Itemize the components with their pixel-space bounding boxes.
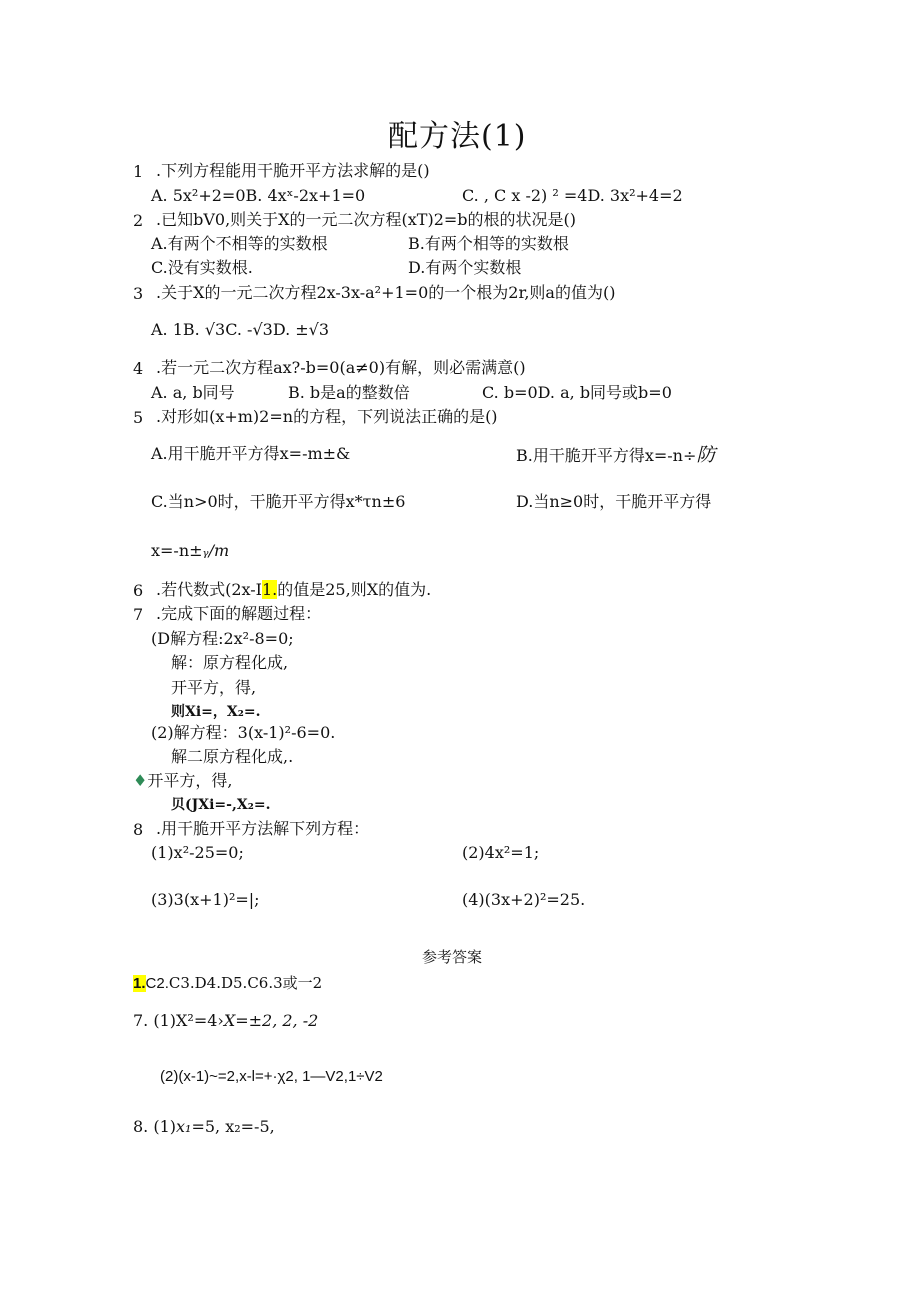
page-title: 配方法(1) — [388, 119, 527, 154]
question-number: 6 — [133, 581, 144, 600]
question-1-options-cd: C. , C x -2) ² =4D. 3x²+4=2 — [462, 186, 683, 205]
question-6-stem: .若代数式(2x-I1.的值是25,则X的值为. — [156, 580, 432, 599]
question-4-option-a: A. a, b同号 — [151, 383, 235, 402]
question-number: 1 — [133, 162, 144, 181]
question-2-option-a: A.有两个不相等的实数根 — [151, 234, 328, 253]
question-7-part-1-line: 则Xi=，X₂=. — [171, 704, 261, 720]
question-7-part-2-line: 解二原方程化成,. — [171, 747, 294, 766]
question-8-stem: .用干脆开平方法解下列方程： — [156, 819, 370, 838]
question-number: 8 — [133, 820, 144, 839]
question-7-part-2-line: 贝(JXi=-,X₂=. — [171, 797, 271, 813]
answers-line: 1.C2.C3.D4.D5.C6.3或一2 — [133, 974, 323, 992]
diamond-icon: ♦ — [133, 771, 148, 790]
question-8-equation: (3)3(x+1)²=|; — [151, 890, 260, 909]
question-5-option-b: B.用干脆开平方得x=-n÷防 — [516, 444, 716, 466]
question-3-options: A. 1B. √3C. -√3D. ±√3 — [151, 320, 330, 339]
question-7-part-1-line: 开平方，得, — [171, 678, 257, 697]
question-4-option-b: B. b是a的整数倍 — [288, 383, 410, 402]
question-8-equation: (4)(3x+2)²=25. — [462, 890, 586, 909]
question-1-options-ab: A. 5x²+2=0B. 4xˣ-2x+1=0 — [151, 186, 366, 205]
question-7-part-1-line: 解：原方程化成, — [171, 653, 289, 672]
question-number: 3 — [133, 284, 144, 303]
question-number: 5 — [133, 408, 144, 427]
question-7-part-2-line: ♦开平方，得, — [133, 771, 233, 790]
answer-8-part-1: 8. (1)x₁=5, x₂=-5, — [133, 1117, 275, 1136]
question-5-option-a: A.用干脆开平方得x=-m±& — [151, 444, 351, 463]
question-7-part-1-head: (D解方程:2x²-8=0; — [151, 629, 294, 648]
question-1-stem: .下列方程能用干脆开平方法求解的是() — [156, 161, 430, 180]
question-5-option-c: C.当n>0时，干脆开平方得x*τn±6 — [151, 492, 406, 511]
question-4-stem: .若一元二次方程ax?-b=0(a≠0)有解，则必需满意() — [156, 358, 526, 377]
answer-7-part-2: (2)(x-1)~=2,x-l=+·χ2, 1—V2,1÷V2 — [160, 1068, 383, 1085]
question-number: 2 — [133, 211, 144, 230]
question-7-part-2-head: (2)解方程：3(x-1)²-6=0. — [151, 723, 336, 742]
question-2-option-d: D.有两个实数根 — [408, 258, 522, 277]
answers-heading: 参考答案 — [422, 949, 483, 966]
question-number: 4 — [133, 359, 144, 378]
question-8-equation: (1)x²-25=0; — [151, 843, 244, 862]
question-number: 7 — [133, 605, 144, 624]
question-3-stem: .关于X的一元二次方程2x-3x-a²+1=0的一个根为2r,则a的值为() — [156, 283, 616, 302]
question-5-stem: .对形如(x+m)2=n的方程，下列说法正确的是() — [156, 407, 498, 426]
question-4-options-cd: C. b=0D. a, b同号或b=0 — [482, 383, 672, 402]
question-2-stem: .已知bV0,则关于X的一元二次方程(xT)2=b的根的状况是() — [156, 210, 577, 229]
question-5-option-d-continued: x=-n±ᵧ/m — [151, 541, 230, 560]
question-5-option-d: D.当n≥0时，干脆开平方得 — [516, 492, 712, 511]
question-7-stem: .完成下面的解题过程： — [156, 604, 322, 623]
question-8-equation: (2)4x²=1; — [462, 843, 540, 862]
question-2-option-b: B.有两个相等的实数根 — [408, 234, 569, 253]
answer-7-part-1: 7. (1)X²=4›X=±2, 2, -2 — [133, 1011, 319, 1030]
question-2-option-c: C.没有实数根. — [151, 258, 253, 277]
